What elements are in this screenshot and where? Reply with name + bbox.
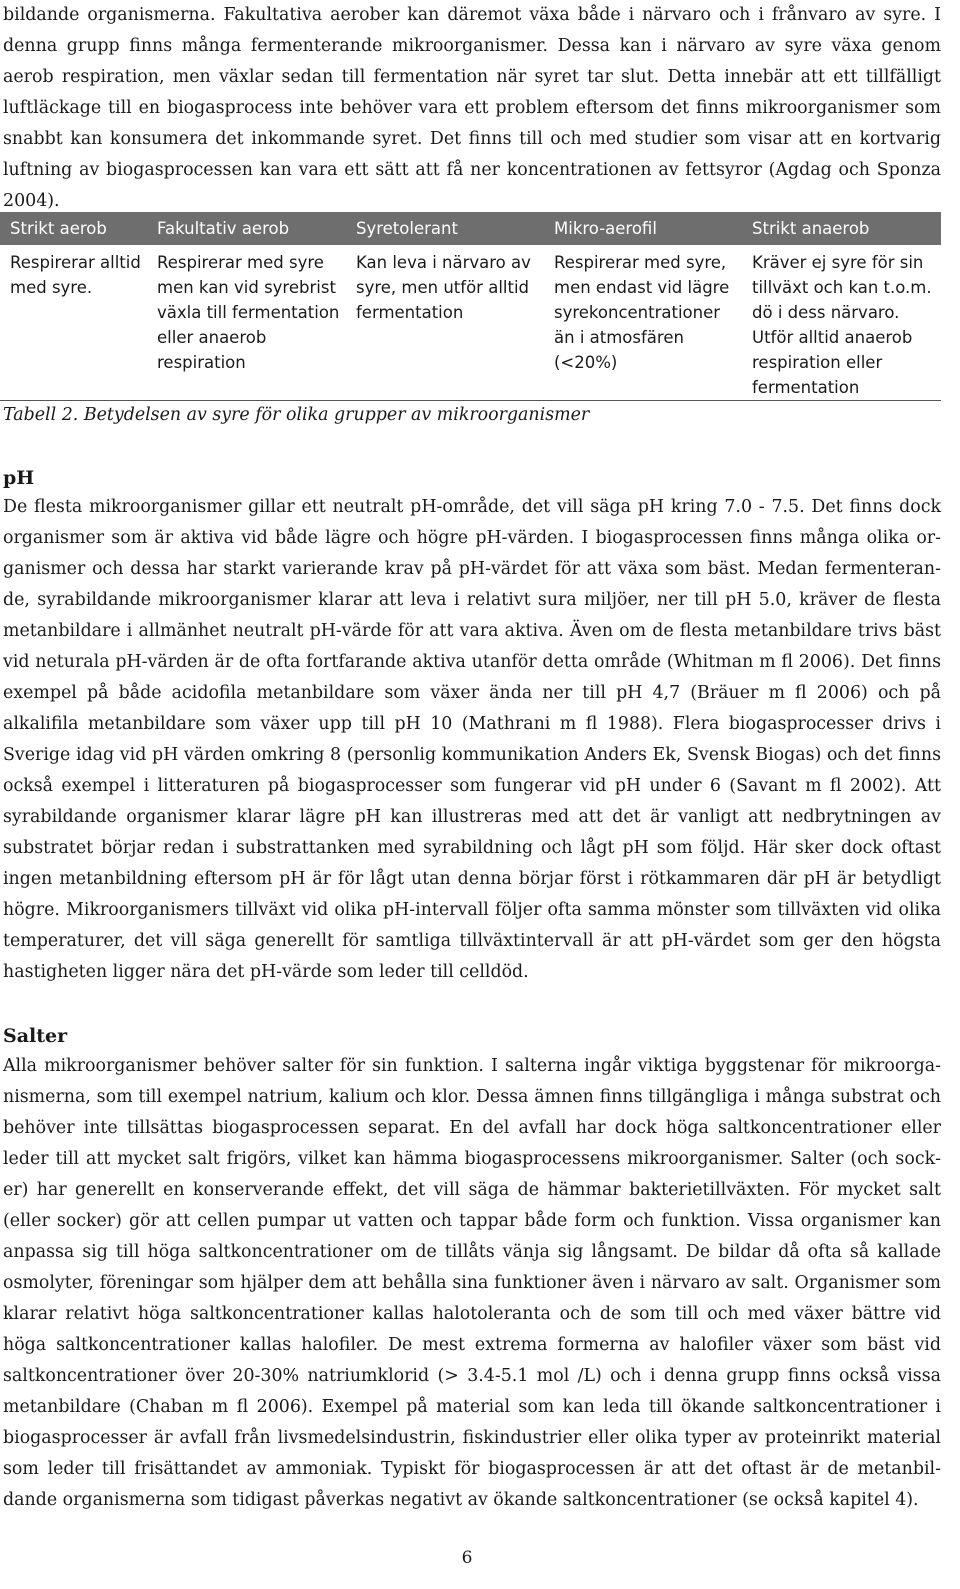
- table-cell: Kräver ej syre för sin tillväxt och kan t.o.m. dö i dess närvaro. Utför alltid anaerob respiration eller fermentation: [742, 245, 941, 401]
- page-number: 6: [461, 1548, 473, 1568]
- table-header-cell: Strikt aerob: [0, 212, 147, 245]
- table-header-row: [0, 212, 941, 245]
- ph-paragraph: De flesta mikroorganismer gillar ett neutralt pH-område, det vill säga pH kring 7.0 - 7.5. Det finns dock organismer som är aktiva vid både lägre och högre pH-värden. I biogasprocessen finns många olika organismer och dessa har starkt varierande krav på pH-värdet för att växa som bäst. Medan fermenterande, syrabildande mikroorganismer klarar att leva i relativt sura miljöer, ner till pH 5.0, kräver de flesta metanbildare i allmänhet neutralt pH-värde för att vara aktiva. Även om de flesta metanbildare trivs bäst vid neturala pH-värden är de ofta fortfarande aktiva utanför detta område (Whitman m fl 2006). Det finns exempel på både acidofila metanbildare som växer ända ner till pH 4,7 (Bräuer m fl 2006) och på alkalifila metanbildare som växer upp till pH 10 (Mathrani m fl 1988). Flera biogasprocesser drivs i Sverige idag vid pH värden omkring 8 (personlig kommunikation Anders Ek, Svensk Biogas) och det finns också exempel i litteraturen på biogasprocesser som fungerar vid pH under 6 (Savant m fl 2002). Att syrabildande organismer klarar lägre pH kan illustreras med att det är vanligt att nedbrytningen av substratet börjar redan i substrattanken med syrabildning och lågt pH som följd. Här sker dock oftast ingen metanbildning eftersom pH är för lågt utan denna börjar först i rötkammaren där pH är betydligt högre. Mikroorganismers tillväxt vid olika pH-intervall följer ofta samma mönster som tillväxten vid olika temperaturer, det vill säga generellt för samtliga tillväxtintervall är att pH-värdet som ger den högsta hastigheten ligger nära det pH-värde som leder till celldöd.: [3, 497, 941, 982]
- table-header-cell: Mikro-aerofil: [544, 212, 742, 245]
- table-cell: Respirerar alltid med syre.: [0, 245, 147, 401]
- table-header-cell: Strikt anaerob: [742, 212, 941, 245]
- salter-paragraph: Alla mikroorganismer behöver salter för sin funktion. I salterna ingår viktiga byggstenar för mikroorganismerna, som till exempel natrium, kalium och klor. Dessa ämnen finns tillgängliga i många substrat och behöver inte tillsättas biogasprocessen separat. En del avfall har dock höga saltkoncentrationer eller leder till att mycket salt frigörs, vilket kan hämma biogasprocessens mikroorganismer. Salter (och socker) har generellt en konserverande effekt, det vill säga de hämmar bakterietillväxten. För mycket salt (eller socker) gör att cellen pumpar ut vatten och tappar både form och funktion. Vissa organismer kan anpassa sig till höga saltkoncentrationer om de tillåts vänja sig långsamt. De bildar då ofta så kallade osmolyter, föreningar som hjälper dem att behålla sina funktioner även i närvaro av salt. Organismer som klarar relativt höga saltkoncentrationer kallas halotoleranta och de som till och med växer bättre vid höga saltkoncentrationer kallas halofiler. De mest extrema formerna av halofiler växer som bäst vid saltkoncentrationer över 20-30% natriumklorid (> 3.4-5.1 mol /L) och i denna grupp finns också vissa metanbildare (Chaban m fl 2006). Exempel på material som kan leda till ökande saltkoncentrationer i biogasprocesser är avfall från livsmedelsindustrin, fiskindustrier eller olika typer av proteinrikt material som leder till frisättandet av ammoniak. Typiskt för biogasprocessen är att det oftast är de metanbildande organismerna som tidigast påverkas negativt av ökande saltkoncentrationer (se också kapitel 4).: [3, 1056, 941, 1510]
- section-heading-salter: Salter: [3, 1025, 68, 1047]
- table-cell: Respirerar med syre, men endast vid lägre syrekoncentrationer än i atmosfären (<20%): [544, 245, 742, 401]
- table-cell: Kan leva i närvaro av syre, men utför alltid fermentation: [346, 245, 544, 401]
- table-row: [0, 245, 941, 401]
- table-cell: Respirerar med syre men kan vid syrebrist växla till fermentation eller anaerob respiration: [147, 245, 346, 401]
- intro-paragraph: bildande organismerna. Fakultativa aerober kan däremot växa både i närvaro och i frånvaro av syre. I denna grupp finns många fermenterande mikroorganismer. Dessa kan i närvaro av syre växa genom aerob respiration, men växlar sedan till fermentation när syret tar slut. Detta innebär att ett tillfälligt luftläckage till en biogasprocess inte behöver vara ett problem eftersom det finns mikroorganismer som snabbt kan konsumera det inkommande syret. Det finns till och med studier som visar att en kortvarig luftning av biogasprocessen kan vara ett sätt att få ner koncentrationen av fettsyror (Agdag och Sponza 2004).: [3, 5, 941, 211]
- table-header-cell: Fakultativ aerob: [147, 212, 346, 245]
- table-caption: Tabell 2. Betydelsen av syre för olika grupper av mikroorganismer: [3, 405, 590, 425]
- section-heading-ph: pH: [3, 467, 35, 489]
- table-header-cell: Syretolerant: [346, 212, 544, 245]
- oxygen-table: [0, 212, 941, 401]
